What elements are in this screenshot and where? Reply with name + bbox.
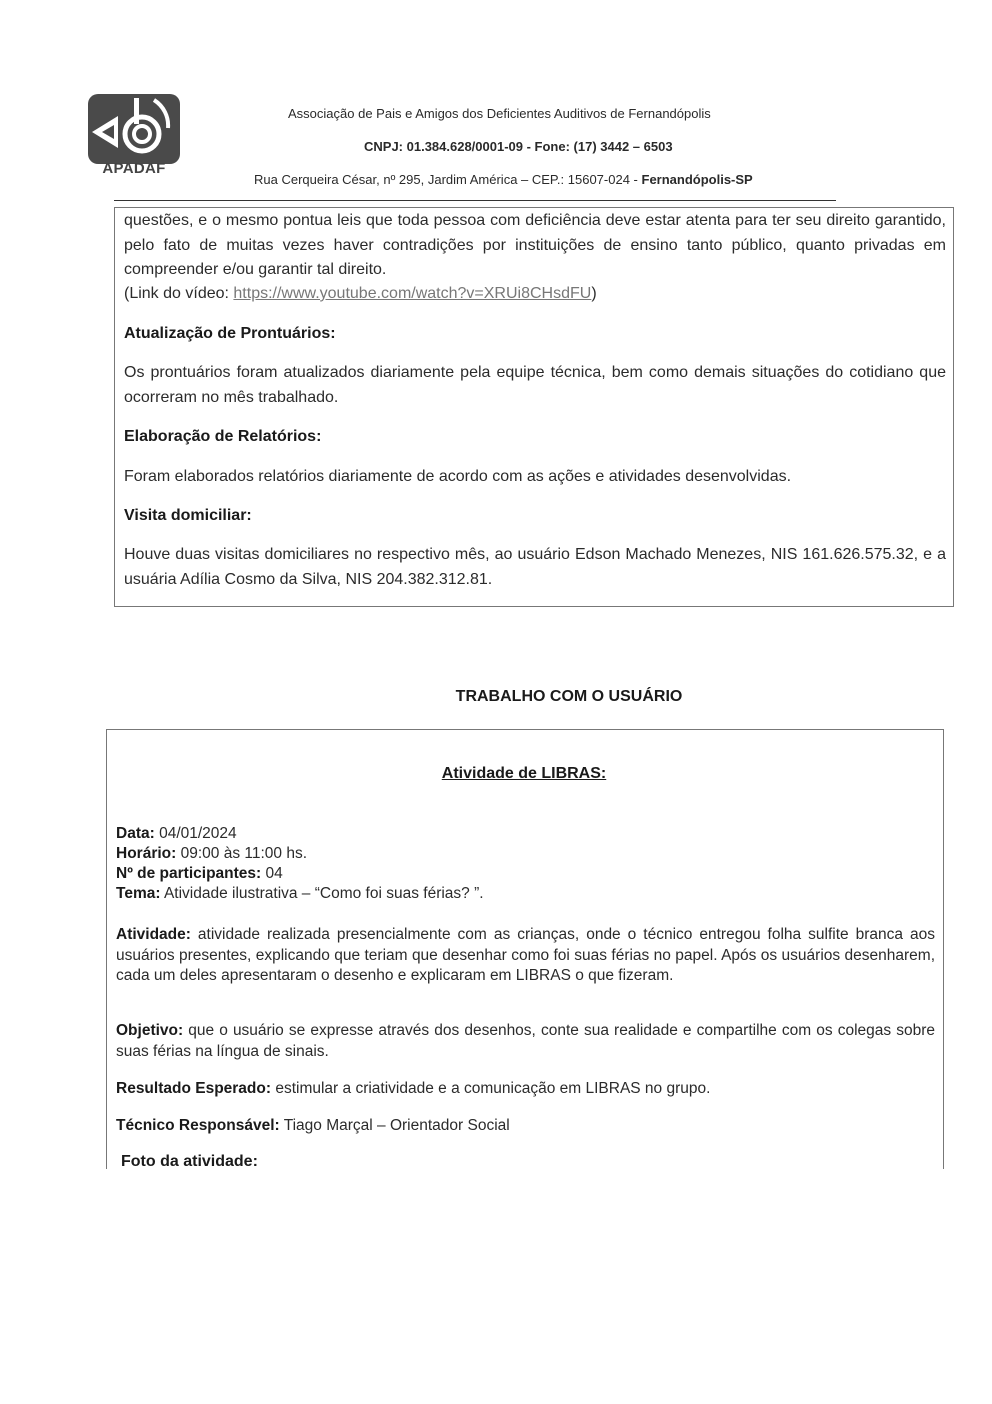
activity-expected-result bbox=[116, 1079, 710, 1100]
result-value: estimular a criatividade e a comunicação em LIBRAS no grupo. bbox=[271, 1080, 711, 1097]
activity-title: Atividade de LIBRAS: bbox=[441, 765, 607, 782]
activity-time bbox=[116, 844, 307, 865]
heading-elaboracao: Elaboração de Relatórios: bbox=[124, 428, 322, 445]
date-label: Data: bbox=[116, 825, 155, 842]
video-link-line bbox=[124, 282, 946, 307]
objective-value: que o usuário se expresse através dos desenhos, conte sua realidade e compartilhe com os colegas sobre suas férias na língua de sinais. bbox=[116, 1022, 935, 1060]
heading-atualizacao: Atualização de Prontuários: bbox=[124, 325, 336, 342]
activity-box-right-border bbox=[943, 729, 944, 1169]
activity-date bbox=[116, 824, 237, 845]
address-street: Rua Cerqueira César, nº 295, Jardim América – CEP.: 15607-024 - bbox=[254, 172, 638, 187]
theme-label: Tema: bbox=[116, 885, 161, 902]
time-value: 09:00 às 11:00 hs. bbox=[176, 845, 307, 862]
activity-participants bbox=[116, 864, 283, 885]
heading-visita: Visita domiciliar: bbox=[124, 507, 252, 524]
technician-value: Tiago Marçal – Orientador Social bbox=[279, 1117, 510, 1134]
video-link-close: ) bbox=[591, 285, 597, 302]
activity-box-top-border bbox=[106, 729, 944, 730]
paragraph-atualizacao: Os prontuários foram atualizados diariamente pela equipe técnica, bem como demais situações do cotidiano que ocorreram no mês trabalhado. bbox=[124, 364, 946, 406]
video-link[interactable]: https://www.youtube.com/watch?v=XRUi8CHsdFU bbox=[233, 285, 592, 302]
theme-value: Atividade ilustrativa – “Como foi suas férias? ”. bbox=[160, 885, 484, 902]
header-divider bbox=[114, 200, 836, 201]
activity-photo-label: Foto da atividade: bbox=[121, 1153, 258, 1170]
organization-name: Associação de Pais e Amigos dos Deficientes Auditivos de Fernandópolis bbox=[288, 106, 711, 121]
logo-wordmark: APADAF bbox=[102, 160, 166, 177]
activity-technician bbox=[116, 1116, 510, 1137]
activity-objective bbox=[116, 1021, 935, 1062]
continued-paragraph: questões, e o mesmo pontua leis que toda pessoa com deficiência deve estar atenta para ter seu direito garantido, pelo fato de muitas vezes haver contradições por instituições de ensino tanto público, quanto privadas em compreender e/ou garantir tal direito. bbox=[124, 212, 946, 278]
activity-theme bbox=[116, 884, 484, 905]
technician-label: Técnico Responsável: bbox=[116, 1117, 280, 1134]
date-value: 04/01/2024 bbox=[154, 825, 237, 842]
time-label: Horário: bbox=[116, 845, 177, 862]
activity-description bbox=[116, 925, 935, 987]
section-title: TRABALHO COM O USUÁRIO bbox=[455, 688, 683, 705]
paragraph-elaboracao: Foram elaborados relatórios diariamente de acordo com as ações e atividades desenvolvidas. bbox=[124, 468, 792, 485]
address-city: Fernandópolis-SP bbox=[641, 172, 753, 187]
video-link-label: (Link do vídeo: bbox=[124, 285, 234, 302]
activity-value: atividade realizada presencialmente com as crianças, onde o técnico entregou folha sulfite branca aos usuários presentes, explicando que teriam que desenhar como foi suas férias no papel. Após os usuários desenharem, cada um deles apresentaram o desenho e explicaram em LIBRAS o que fizeram. bbox=[116, 926, 935, 984]
organization-address bbox=[254, 172, 753, 187]
participants-value: 04 bbox=[261, 865, 283, 882]
organization-contact: CNPJ: 01.384.628/0001-09 - Fone: (17) 3442 – 6503 bbox=[364, 139, 673, 154]
activity-label: Atividade: bbox=[116, 926, 191, 943]
result-label: Resultado Esperado: bbox=[116, 1080, 272, 1097]
paragraph-visita: Houve duas visitas domiciliares no respectivo mês, ao usuário Edson Machado Menezes, NIS 161.626.575.32, e a usuária Adília Cosmo da Silva, NIS 204.382.312.81. bbox=[124, 546, 946, 588]
activity-box-left-border bbox=[106, 729, 107, 1169]
participants-label: Nº de participantes: bbox=[116, 865, 262, 882]
objective-label: Objetivo: bbox=[116, 1022, 184, 1039]
